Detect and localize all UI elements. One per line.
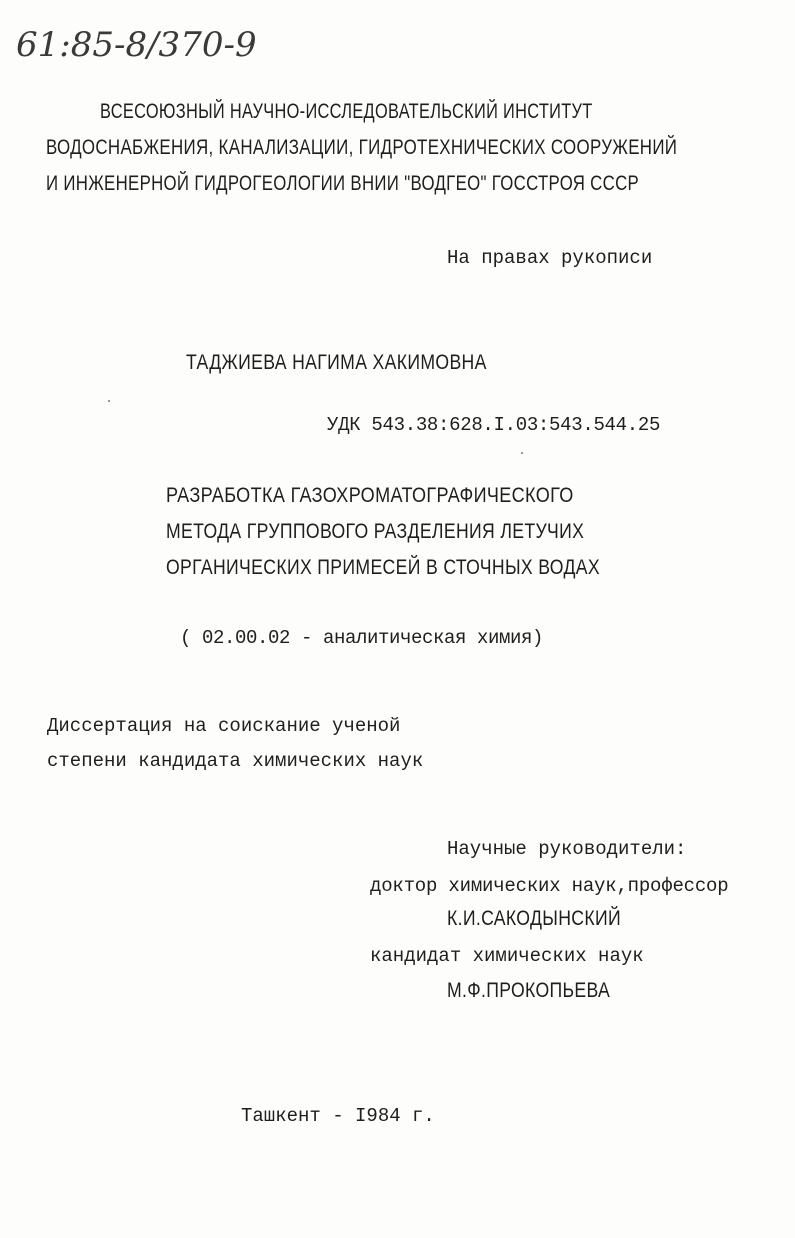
supervisor-2-degree: кандидат химических наук (370, 945, 644, 967)
scan-speck (108, 400, 110, 402)
supervisor-1-name: К.И.САКОДЫНСКИЙ (447, 907, 621, 930)
title-line-1: РАЗРАБОТКА ГАЗОХРОМАТОГРАФИЧЕСКОГО (166, 484, 574, 507)
specialty: ( 02.00.02 - аналитическая химия) (180, 627, 544, 649)
author-name: ТАДЖИЕВА НАГИМА ХАКИМОВНА (186, 351, 487, 374)
archive-mark-text: 61:85-8/370-9 (16, 25, 257, 65)
supervisors-heading: Научные руководители: (447, 838, 687, 860)
dissertation-line-1: Диссертация на соискание ученой (47, 715, 401, 737)
title-line-3: ОРГАНИЧЕСКИХ ПРИМЕСЕЙ В СТОЧНЫХ ВОДАХ (166, 556, 600, 579)
supervisor-2-name: М.Ф.ПРОКОПЬЕВА (447, 979, 611, 1002)
handwritten-archive-mark (10, 10, 260, 80)
institute-line-3: И ИНЖЕНЕРНОЙ ГИДРОГЕОЛОГИИ ВНИИ "ВОДГЕО" ГОССТРОЯ СССР (46, 172, 640, 195)
dissertation-line-2: степени кандидата химических наук (47, 750, 424, 772)
manuscript-note: На правах рукописи (447, 247, 653, 269)
institute-line-1: ВСЕСОЮЗНЫЙ НАУЧНО-ИССЛЕДОВАТЕЛЬСКИЙ ИНСТИТУТ (100, 100, 593, 123)
title-line-2: МЕТОДА ГРУППОВОГО РАЗДЕЛЕНИЯ ЛЕТУЧИХ (166, 520, 585, 543)
udc-code: УДК 543.38:628.I.03:543.544.25 (327, 414, 661, 436)
place-and-year: Ташкент - I984 г. (241, 1105, 435, 1127)
scan-speck (521, 452, 523, 454)
supervisor-1-degree: доктор химических наук,профессор (370, 875, 729, 897)
institute-line-2: ВОДОСНАБЖЕНИЯ, КАНАЛИЗАЦИИ, ГИДРОТЕХНИЧЕСКИХ СООРУЖЕНИЙ (46, 136, 678, 159)
